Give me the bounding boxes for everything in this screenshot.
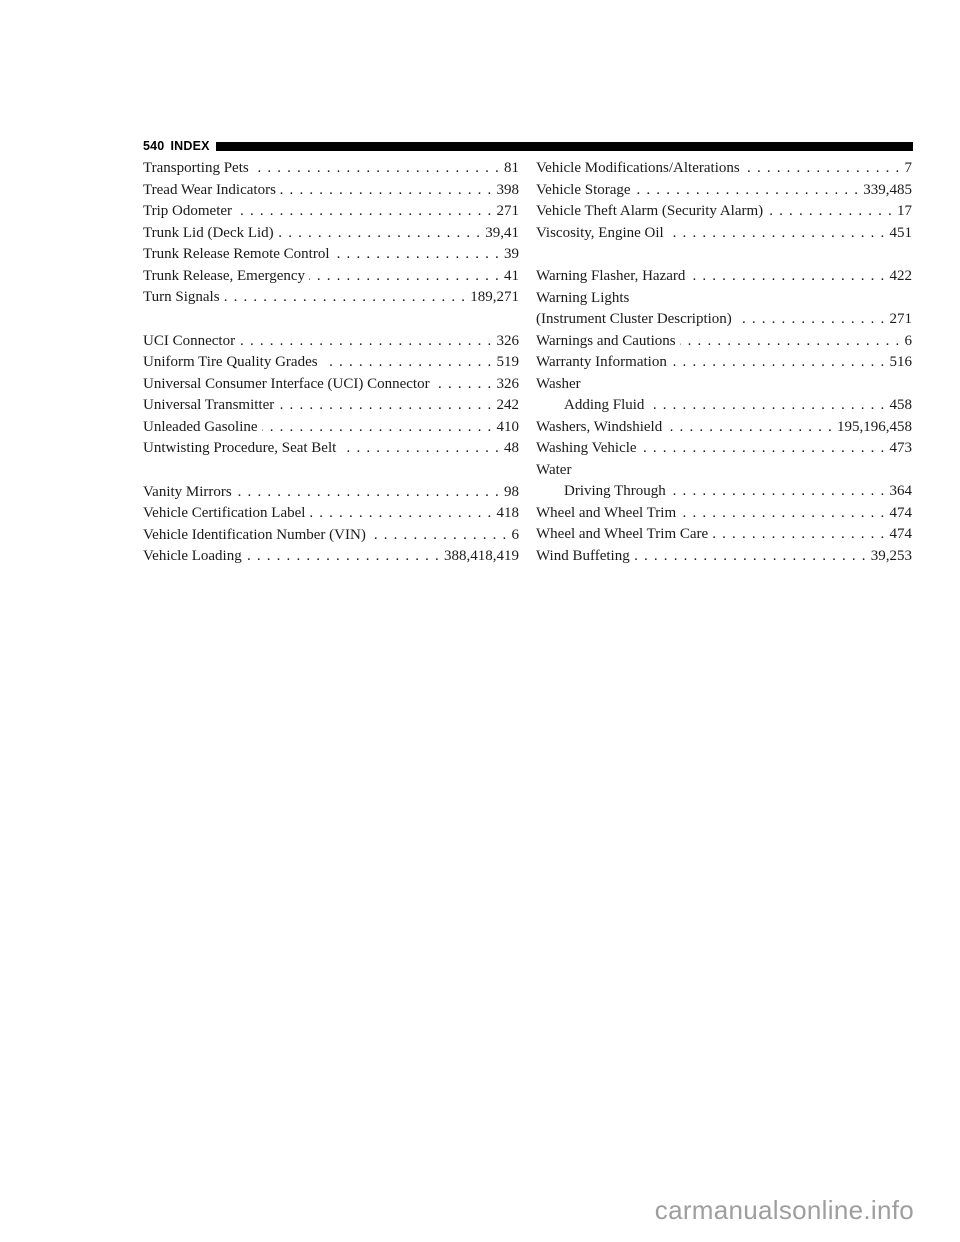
index-subentry xyxy=(536,395,912,417)
dot-leader xyxy=(236,482,500,504)
entry-term: Vehicle Modifications/Alterations xyxy=(536,160,740,176)
entry-term: Untwisting Procedure, Seat Belt xyxy=(143,440,337,456)
entry-pages: 451 xyxy=(889,224,912,241)
entry-term: Warnings and Cautions xyxy=(536,332,676,349)
dot-leader xyxy=(278,223,482,245)
entry-term: Uniform Tire Quality Grades xyxy=(143,354,318,370)
index-entry xyxy=(536,524,912,546)
dot-leader xyxy=(334,244,500,266)
index-heading xyxy=(536,374,912,396)
entry-term: Vanity Mirrors xyxy=(143,483,232,500)
dot-leader xyxy=(641,438,886,460)
index-entry xyxy=(536,438,912,460)
index-entry xyxy=(143,244,519,266)
index-entry xyxy=(536,158,912,180)
dot-leader xyxy=(253,158,500,180)
index-heading xyxy=(536,460,912,482)
entry-term: Unleaded Gasoline xyxy=(143,418,258,435)
index-entry xyxy=(536,352,912,374)
dot-leader xyxy=(689,266,885,288)
index-entry xyxy=(143,180,519,202)
dot-leader xyxy=(648,395,885,417)
index-entry xyxy=(536,180,912,202)
index-entry xyxy=(143,287,519,309)
dot-leader xyxy=(744,158,901,180)
index-entry xyxy=(143,266,519,288)
page-number: 540 xyxy=(143,139,165,153)
entry-pages: 6 xyxy=(511,526,519,543)
entry-pages: 458 xyxy=(889,397,912,413)
dot-leader xyxy=(670,481,886,503)
entry-term: Water xyxy=(536,461,572,478)
dot-leader xyxy=(680,331,901,353)
index-entry xyxy=(143,503,519,525)
dot-leader xyxy=(767,201,893,223)
dot-leader xyxy=(322,352,493,374)
dot-leader xyxy=(666,417,833,439)
index-entry xyxy=(143,223,519,245)
group-spacer xyxy=(143,309,519,331)
entry-term: Viscosity, Engine Oil xyxy=(536,224,664,241)
entry-pages: 242 xyxy=(496,397,519,413)
index-entry xyxy=(536,503,912,525)
entry-term: Vehicle Certification Label xyxy=(143,505,306,521)
dot-leader xyxy=(236,201,492,223)
entry-pages: 271 xyxy=(889,311,912,327)
entry-term: Vehicle Storage xyxy=(536,181,631,198)
index-entry xyxy=(143,395,519,417)
dot-leader xyxy=(671,352,886,374)
entry-term: Driving Through xyxy=(564,483,666,499)
entry-pages: 326 xyxy=(496,332,519,349)
entry-term: Warranty Information xyxy=(536,354,667,370)
index-entry xyxy=(143,525,519,547)
dot-leader xyxy=(278,395,492,417)
entry-term: Vehicle Identification Number (VIN) xyxy=(143,526,366,543)
entry-term: Wind Buffeting xyxy=(536,547,630,564)
index-entry xyxy=(143,374,519,396)
entry-pages: 410 xyxy=(496,418,519,435)
index-entry xyxy=(143,352,519,374)
index-entry xyxy=(143,438,519,460)
index-column-right xyxy=(536,158,912,567)
entry-term: Adding Fluid xyxy=(564,397,645,413)
entry-term: UCI Connector xyxy=(143,332,236,349)
dot-leader xyxy=(340,438,500,460)
dot-leader xyxy=(635,180,860,202)
entry-pages: 17 xyxy=(897,203,912,219)
entry-term: Washer xyxy=(536,375,581,392)
entry-pages: 326 xyxy=(496,375,519,392)
dot-leader xyxy=(246,546,440,568)
index-subentry xyxy=(536,481,912,503)
entry-term: Trip Odometer xyxy=(143,203,233,219)
index-column-left xyxy=(143,158,519,568)
entry-pages: 6 xyxy=(904,332,912,349)
index-entry xyxy=(143,482,519,504)
header-rule xyxy=(216,142,913,151)
dot-leader xyxy=(239,331,492,353)
index-entry xyxy=(536,223,912,245)
index-entry xyxy=(536,309,912,331)
index-entry xyxy=(143,331,519,353)
entry-pages: 195,196,458 xyxy=(837,418,912,435)
entry-pages: 519 xyxy=(496,354,519,370)
entry-pages: 473 xyxy=(889,440,912,456)
entry-pages: 271 xyxy=(496,203,519,219)
dot-leader xyxy=(634,546,867,568)
entry-term: Trunk Lid (Deck Lid) xyxy=(143,224,274,241)
entry-term: Turn Signals xyxy=(143,289,220,305)
entry-term: Washers, Windshield xyxy=(536,418,663,435)
dot-leader xyxy=(434,374,493,396)
dot-leader xyxy=(309,503,492,525)
index-entry xyxy=(536,546,912,568)
entry-term: Tread Wear Indicators xyxy=(143,181,276,198)
entry-pages: 422 xyxy=(889,268,912,284)
watermark-text: carmanualsonline.info xyxy=(654,1195,914,1225)
entry-pages: 48 xyxy=(504,440,519,456)
entry-pages: 39,41 xyxy=(485,224,519,241)
index-entry xyxy=(536,331,912,353)
entry-pages: 39 xyxy=(504,246,519,262)
entry-term: Vehicle Loading xyxy=(143,548,242,564)
index-entry xyxy=(536,266,912,288)
index-entry xyxy=(143,417,519,439)
entry-term: Warning Lights xyxy=(536,289,630,306)
dot-leader xyxy=(262,417,493,439)
entry-pages: 388,418,419 xyxy=(444,548,519,564)
entry-term: Trunk Release, Emergency xyxy=(143,267,306,284)
entry-pages: 516 xyxy=(889,354,912,370)
group-spacer xyxy=(536,244,912,266)
entry-pages: 189,271 xyxy=(470,289,519,305)
entry-pages: 418 xyxy=(496,505,519,521)
entry-term: Warning Flasher, Hazard xyxy=(536,268,686,284)
entry-term: Universal Transmitter xyxy=(143,397,275,413)
entry-pages: 81 xyxy=(504,160,519,176)
entry-pages: 339,485 xyxy=(863,181,912,198)
index-entry xyxy=(143,546,519,568)
index-heading xyxy=(536,288,912,310)
entry-term: Wheel and Wheel Trim Care xyxy=(536,526,709,542)
group-spacer xyxy=(143,460,519,482)
dot-leader xyxy=(736,309,886,331)
index-entry xyxy=(143,158,519,180)
entry-term: Washing Vehicle xyxy=(536,440,637,456)
entry-pages: 474 xyxy=(889,504,912,521)
entry-pages: 364 xyxy=(889,483,912,499)
entry-pages: 7 xyxy=(904,160,912,176)
entry-term: Transporting Pets xyxy=(143,160,249,176)
entry-term: Vehicle Theft Alarm (Security Alarm) xyxy=(536,203,764,219)
index-entry xyxy=(536,417,912,439)
dot-leader xyxy=(280,180,493,202)
entry-term: Wheel and Wheel Trim xyxy=(536,504,677,521)
entry-pages: 474 xyxy=(889,526,912,542)
page-header xyxy=(143,136,913,156)
dot-leader xyxy=(680,503,885,525)
entry-term: Trunk Release Remote Control xyxy=(143,246,330,262)
dot-leader xyxy=(712,524,885,546)
section-title: INDEX xyxy=(170,139,210,153)
entry-pages: 41 xyxy=(504,267,519,284)
dot-leader xyxy=(370,525,508,547)
index-entry xyxy=(143,201,519,223)
entry-pages: 398 xyxy=(496,181,519,198)
entry-term: Universal Consumer Interface (UCI) Connector xyxy=(143,375,430,392)
index-entry xyxy=(536,201,912,223)
entry-term: (Instrument Cluster Description) xyxy=(536,311,732,327)
dot-leader xyxy=(309,266,500,288)
entry-pages: 39,253 xyxy=(870,547,912,564)
dot-leader xyxy=(668,223,886,245)
dot-leader xyxy=(224,287,467,309)
entry-pages: 98 xyxy=(504,483,519,500)
